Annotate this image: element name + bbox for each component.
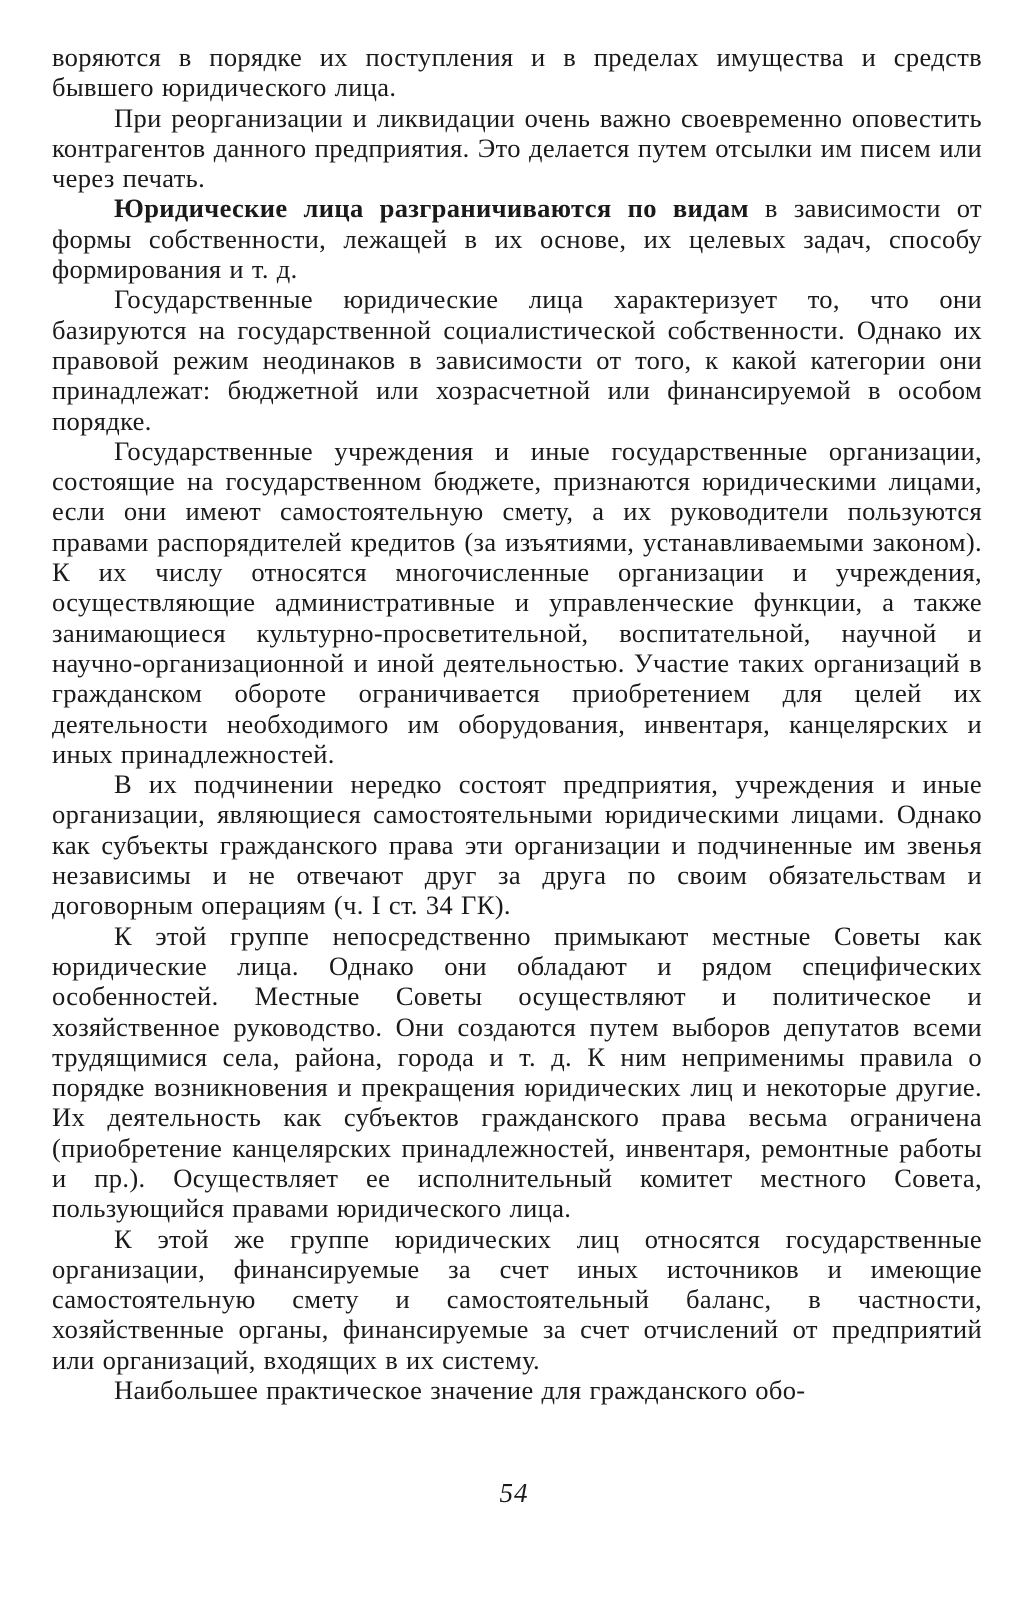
paragraph-8: К этой же группе юридических лиц относятся государственные организации, финансируемые за счет иных источников и имеющие самостоятельную смету и самостоятельный баланс, в частности, хозяйственные органы, финансируемые за счет отчислений от предприятий или организаций, входящих в их систему. xyxy=(52,1223,982,1375)
paragraph-1: воряются в порядке их поступления и в пределах имущества и средств бывшего юридического лица. xyxy=(52,42,982,103)
paragraph-3-lead: Юридические лица разграничиваются по видам xyxy=(114,193,749,224)
paragraph-7: К этой группе непосредственно примыкают местные Советы как юридические лица. Однако они обладают и рядом специфических особенностей. Местные Советы осуществляют и политическое и хозяйственное руководство. Они создаются путем выборов депутатов всеми трудящимися села, района, города и т. д. К ним неприменимы правила о порядке возникновения и прекращения юридических лиц и некоторые другие. Их деятельность как субъектов гражданского права весьма ограничена (приобретение канцелярских принадлежностей, инвентаря, ремонтные работы и пр.). Осуществляет ее исполнительный комитет местного Совета, пользующийся правами юридического лица. xyxy=(52,920,982,1224)
paragraph-9: Наибольшее практическое значение для гражданского обо- xyxy=(114,1375,806,1406)
paragraph-3 xyxy=(52,193,982,284)
paragraph-3-text: в зависимости от формы собственности, лежащей в их основе, их целевых задач, способу формирования и т. д. xyxy=(52,193,982,285)
paragraph-2: При реорганизации и ликвидации очень важно своевременно оповестить контрагентов данного предприятия. Это делается путем отсылки им писем или через печать. xyxy=(52,102,982,194)
paragraph-5: Государственные учреждения и иные государственные организации, состоящие на государственном бюджете, признаются юридическими лицами, если они имеют самостоятельную смету, а их руководители пользуются правами распорядителей кредитов (за изъятиями, устанавливаемыми законом). К их числу относятся многочисленные организации и учреждения, осуществляющие административные и управленческие функции, а также занимающиеся культурно-просветительной, воспитательной, научной и научно-организационной и иной деятельностью. Участие таких организаций в гражданском обороте ограничивается приобретением для целей их деятельности необходимого им оборудования, инвентаря, канцелярских и иных принадлежностей. xyxy=(52,435,982,769)
page-number: 54 xyxy=(499,1478,529,1508)
page-body xyxy=(52,42,982,1542)
paragraph-6: В их подчинении нередко состоят предприятия, учреждения и иные организации, являющиеся самостоятельными юридическими лицами. Однако как субъекты гражданского права эти организации и подчиненные им звенья независимы и не отвечают друг за друга по своим обязательствам и договорным операциям (ч. I ст. 34 ГК). xyxy=(52,769,982,921)
paragraph-4: Государственные юридические лица характеризует то, что они базируются на государственной социалистической собственности. Однако их правовой режим неодинаков в зависимости от того, к какой категории они принадлежат: бюджетной или хозрасчетной или финансируемой в особом порядке. xyxy=(52,284,982,436)
